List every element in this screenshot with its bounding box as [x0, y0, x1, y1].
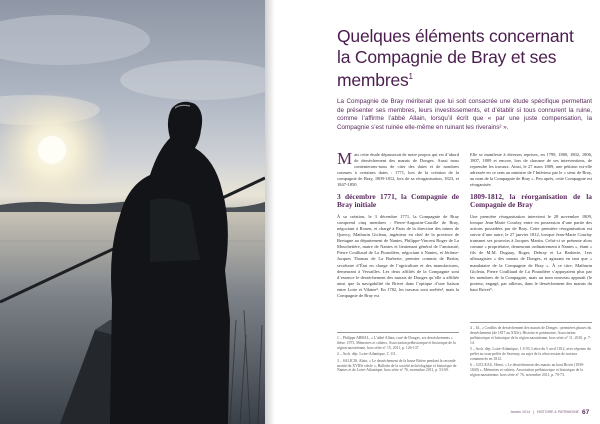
drop-cap: M — [337, 149, 353, 168]
article-page — [275, 0, 600, 424]
page-gutter — [265, 0, 275, 424]
footer-issue: Janvier 2014 — [510, 410, 531, 414]
paragraph — [337, 149, 459, 189]
text-column-2 — [470, 152, 592, 296]
article-intro: La Compagnie de Bray mériterait que lui soit consacrée une étude spécifique permettant de présenter ses membres, leurs investissements, et d’établir si tous connurent la ruine, comme l’affirme l’abbé Allain, lorsqu’il écrit que « par une juste compensation, la Compagnie s’est ruinée elle-même en ruinant les riverains² ». — [337, 98, 592, 131]
footnote: 5 – Arch. dép. Loire-Atlantique, 1 S 95, Lettre du 5 avril 1812, avec réponse du préfet au sous-préfet de Savenay, au sujet de la rétrocession de travaux commencés en 1812. — [470, 347, 591, 361]
section-heading-1809: 1809-1812, la réorganisation de la Compagnie de Bray — [470, 191, 592, 210]
footnotes-column-1 — [337, 332, 459, 375]
cover-photo — [0, 0, 265, 424]
article-title — [337, 26, 587, 90]
photo-illustration — [0, 0, 265, 424]
paragraph: À sa création, le 3 décembre 1771, la Compagnie de Bray comprend cinq membres : Pierre-Augustin-Castille de Bray, négociant à Rouen, et chargé à Paris de la direction des mines de Quercy, Mathurin Gicleau, ingénieur en chef de la province de Bretagne au département de Nantes, Philippe-Vincent Roger de La Mouchetière, maire de Nantes et lieutenant général de l’amirauté, Pierre Coulliaud de La Piraudière, négociant à Nantes, et Jérôme-Jacques Thomas de La Barberie, premier commis de Bertin, secrétaire d’État en charge de l’agriculture et des manufactures, demeurant à Versailles. Les deux affiliés de la Compagnie sont d’essence le dessèchement des marais de Donges qu’elle a affiliée ainsi que la navigabilité du Brivet dans l’optique d’une liaison entre Loire et Vilaine³. En 1782, les travaux sont arrêtés⁴, mais la Compagnie de Bray est — [337, 213, 459, 298]
text-column-1 — [337, 149, 459, 302]
footnote: 1 – Philippe ABBAL, « L’abbé Allain, curé de Donges, ses dessèchements » thèse, 1973, Mémoires et cahiers, Association préhistorique et historique de la région nazairienne, hors série n° 15, 2011, p. 126-137. — [337, 336, 456, 350]
section-heading-1771: 3 décembre 1771, la Compagnie de Bray initiale — [337, 191, 459, 210]
paragraph-text: ais cette étude dépasserait de notre propos qui est d’abord de dessèchement des marais de Donges. Aussi nous contenterons-nous de citer des dates et de nombres connues à certaines dates : 1771, lors de la création de la compagnie de Bray, 1809-1812, lors de sa réorganisation, 1823, et 1847-1850. — [337, 152, 459, 188]
paragraph: Une première réorganisation intervient le 28 novembre 1809, lorsque Jean-Marie Courlay entre en possession d’une partie des actions possédées par de Bray. Cette première réorganisation est suivie d’une autre, le 27 janvier 1812, lorsque Jean-Marie Courlay transmet ses pouvoirs à Jacques Martin. Celui-ci se présente alors comme « propriétaire, demeurant ordinairement à Nantes », étant « fils de M.M. Duguay, Roger, Debray et La Barberie, 1ers affouagistes » des marais de Donges, et agissant en tant que « mandataire de la Compagnie de Bray ». À ce titre, Mathurin Gicleau, Pierre Coulliaud de La Piraudière s’appuyaient plus par les membres de la Compagnie, mais un nom nouveau apparaît (le porteur, engagé, par ailleurs, dans le dessèchement des marais du haut Brivet⁵. — [470, 213, 592, 292]
footnotes-column-2 — [470, 322, 592, 380]
page-number: 67 — [581, 408, 590, 416]
title-footnote-ref: 1 — [408, 72, 413, 81]
footnote: 3 – SALICIS, Alain, « Le dessèchement de la basse Brière pendant la seconde moitié du XVIIIe siècle », Bulletin de la société archéologique et historique de Nantes et de Loire-Atlantique, hors série n° 76, novembre 2011, p. 53-69. — [337, 358, 457, 373]
page-footer — [510, 407, 600, 417]
footnote: 4 – Id., « Conflits de dessèchement des marais de Donges : premières phases du dessèchement (de 1817 au XXIe). Histoire et patrimoine, Association préhistorique et historique de la région nazairienne, hors série n° 11, 2010, p. 7-14. — [470, 326, 592, 345]
article-title-text: Quelques éléments concernant la Compagnie de Bray et ses membres — [337, 26, 574, 90]
footer-magazine: HISTOIRE & PATRIMOINE — [536, 410, 579, 414]
footer-separator: | — [533, 410, 534, 414]
paragraph: Elle se manifeste à diverses reprises, en 1799, 1800, 1802, 1806, 1807, 1809 et encore, lors de chacune de ses interventions, de reprendre les travaux. Ainsi, le 27 mars 1809, une pétition est-elle adressée en ce sens au ministre de l’Intérieur par le « sieur de Bray, au nom de la Compagnie de Bray ». Peu après, cette Compagnie est réorganisée. — [470, 152, 592, 188]
footnote: 2 – Arch. dép. Loire-Atlantique, C 111. — [337, 352, 397, 357]
footnote: 6 – GICLEAU, Henri, « Le dessèchement des marais au haut Brivet (1830-1840) », Mémoires et cahiers, Association préhistorique et historique de la région nazairienne, hors série n° 76, novembre 2011, p. 70-73. — [470, 363, 585, 378]
